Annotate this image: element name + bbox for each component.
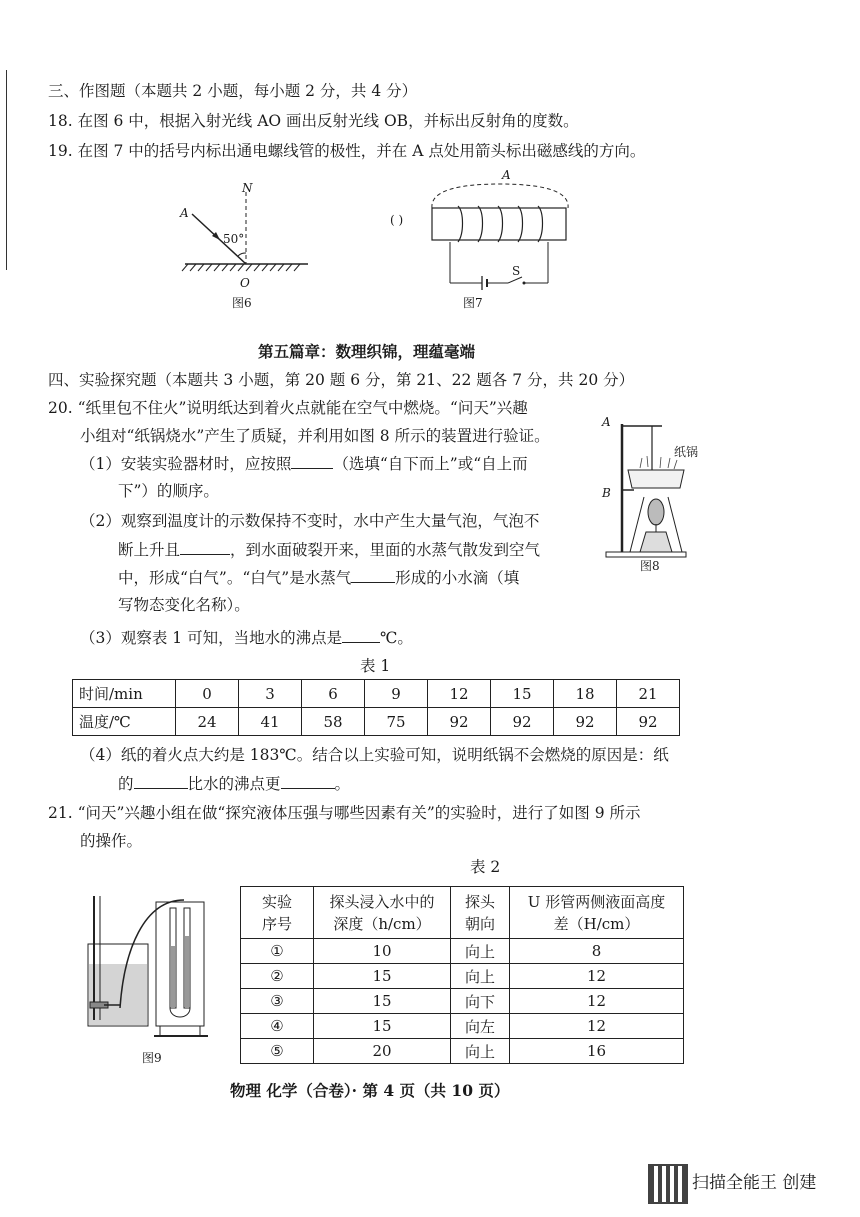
table2-cell: 15 — [314, 989, 451, 1014]
table-row — [241, 1014, 684, 1039]
fig8-label-a: A — [602, 415, 611, 429]
table2-cell: ② — [241, 964, 314, 989]
table1-row-time — [73, 680, 680, 708]
chapter5-title: 第五篇章：数理织锦，理蕴毫端 — [258, 342, 476, 361]
table2-cell: 15 — [314, 964, 451, 989]
q20-blank-2[interactable] — [180, 538, 230, 555]
q20-part2-line2 — [118, 538, 540, 561]
q20-p1c: 下”）的顺序。 — [118, 482, 219, 500]
fig6-caption: 图6 — [232, 296, 252, 310]
q20-p3a: （3）观察表 1 可知，当地水的沸点是 — [80, 629, 343, 647]
table2-cell: 向上 — [451, 964, 510, 989]
table1-cell: 21 — [617, 680, 680, 708]
table2-cell: 向下 — [451, 989, 510, 1014]
q20-blank-1[interactable] — [291, 452, 333, 469]
q20-blank-6[interactable] — [281, 772, 335, 789]
question-19: 19. 在图 7 中的括号内标出通电螺线管的极性，并在 A 点处用箭头标出磁感线的方向。 — [48, 142, 646, 160]
table1-cell: 92 — [491, 708, 554, 736]
table1-cell: 6 — [302, 680, 365, 708]
q20-p4c: 比水的沸点更 — [187, 775, 281, 793]
table2-header: U 形管两侧液面高度 差（H/cm） — [510, 887, 684, 939]
q20-part4-line2 — [118, 772, 350, 795]
q20-part1-line1 — [80, 452, 528, 475]
q20-p2c: ，到水面破裂开来，里面的水蒸气散发到空气 — [230, 541, 541, 559]
table1-cell: 3 — [239, 680, 302, 708]
table2-cell: 12 — [510, 964, 684, 989]
fig7-label-a: A — [502, 168, 511, 182]
table1-row-temp — [73, 708, 680, 736]
table2 — [240, 886, 684, 1064]
fig7-switch-label: S — [512, 264, 521, 278]
table2-cell: ④ — [241, 1014, 314, 1039]
q20-blank-3[interactable] — [351, 566, 395, 583]
table1-title: 表 1 — [360, 657, 391, 675]
fig6-label-o: O — [240, 276, 250, 290]
table2-cell: ① — [241, 939, 314, 964]
table2-header: 探头浸入水中的 深度（h/cm） — [314, 887, 451, 939]
q20-part2-line3 — [118, 566, 519, 589]
q20-part3 — [80, 626, 413, 649]
binding-margin-line — [6, 70, 7, 270]
fig8-label-b: B — [602, 486, 611, 500]
q20-line1: 20. “纸里包不住火”说明纸达到着火点就能在空气中燃烧。“问天”兴趣 — [48, 399, 528, 417]
table1-cell: 9 — [365, 680, 428, 708]
fig6-label-n: N — [242, 181, 253, 195]
table1-cell: 92 — [554, 708, 617, 736]
fig6-angle-label: 50° — [223, 232, 245, 246]
fig8-caption: 图8 — [640, 559, 660, 573]
table2-cell: ③ — [241, 989, 314, 1014]
section3-heading: 三、作图题（本题共 2 小题，每小题 2 分，共 4 分） — [48, 82, 418, 100]
q20-blank-4[interactable] — [342, 626, 380, 643]
table2-cell: 10 — [314, 939, 451, 964]
table2-cell: 12 — [510, 1014, 684, 1039]
table2-header: 探头 朝向 — [451, 887, 510, 939]
table2-cell: 20 — [314, 1039, 451, 1064]
q20-blank-5[interactable] — [134, 772, 188, 789]
table2-cell: 15 — [314, 1014, 451, 1039]
qr-code-icon — [648, 1164, 688, 1204]
table2-cell: 向上 — [451, 939, 510, 964]
table1-cell: 75 — [365, 708, 428, 736]
q20-p2b: 断上升且 — [118, 541, 181, 559]
table-row — [241, 989, 684, 1014]
section4-heading: 四、实验探究题（本题共 3 小题，第 20 题 6 分，第 21、22 题各 7 分，共 20 分） — [48, 371, 635, 389]
fig8-pot-label: 纸锅 — [674, 445, 699, 459]
question-18: 18. 在图 6 中，根据入射光线 AO 画出反射光线 OB，并标出反射角的度数。 — [48, 112, 579, 130]
table1-cell: 92 — [617, 708, 680, 736]
table2-header-row — [241, 887, 684, 939]
q20-p4b: 的 — [118, 775, 134, 793]
table1-cell: 18 — [554, 680, 617, 708]
table2-cell: 16 — [510, 1039, 684, 1064]
table-row — [241, 939, 684, 964]
table1-row2-header: 温度/℃ — [73, 708, 176, 736]
table2-cell: 8 — [510, 939, 684, 964]
figure-7-diagram — [420, 168, 580, 293]
page-footer: 物理 化学（合卷）· 第 4 页（共 10 页） — [230, 1081, 510, 1100]
table-row — [241, 1039, 684, 1064]
q20-p4d: 。 — [334, 775, 351, 793]
table1-cell: 12 — [428, 680, 491, 708]
table2-cell: ⑤ — [241, 1039, 314, 1064]
q20-p2d: 中，形成“白气”。“白气”是水蒸气 — [118, 569, 352, 587]
table1-cell: 92 — [428, 708, 491, 736]
table-row — [241, 964, 684, 989]
fig7-pole-bracket[interactable]: ( ) — [390, 213, 404, 227]
figure-9-apparatus — [84, 890, 224, 1040]
fig9-caption: 图9 — [142, 1051, 162, 1065]
table2-cell: 向上 — [451, 1039, 510, 1064]
q20-p1b: （选填“自下而上”或“自上而 — [333, 455, 528, 473]
table1-cell: 24 — [176, 708, 239, 736]
q20-p3b: ℃。 — [380, 629, 413, 647]
q20-p2a: （2）观察到温度计的示数保持不变时，水中产生大量气泡，气泡不 — [80, 512, 540, 530]
q20-p2f: 写物态变化名称）。 — [118, 596, 250, 614]
fig7-caption: 图7 — [463, 296, 483, 310]
table2-cell: 向左 — [451, 1014, 510, 1039]
table2-title: 表 2 — [470, 858, 501, 876]
figure-8-apparatus — [600, 412, 710, 562]
q20-p4a: （4）纸的着火点大约是 183℃。结合以上实验可知，说明纸锅不会燃烧的原因是：纸 — [80, 746, 669, 764]
table1-row1-header: 时间/min — [73, 680, 176, 708]
watermark-text: 扫描全能王 创建 — [692, 1173, 817, 1193]
table1-cell: 15 — [491, 680, 554, 708]
q20-p1a: （1）安装实验器材时，应按照 — [80, 455, 292, 473]
fig6-label-a: A — [180, 206, 189, 220]
q21-line1: 21. “问天”兴趣小组在做“探究液体压强与哪些因素有关”的实验时，进行了如图 9 所示 — [48, 804, 641, 822]
table1-cell: 58 — [302, 708, 365, 736]
table1 — [72, 679, 680, 736]
table2-header: 实验 序号 — [241, 887, 314, 939]
table2-cell: 12 — [510, 989, 684, 1014]
table1-cell: 41 — [239, 708, 302, 736]
q20-line2: 小组对“纸锅烧水”产生了质疑，并利用如图 8 所示的装置进行验证。 — [80, 427, 550, 445]
q21-line2: 的操作。 — [80, 832, 143, 850]
q20-p2e: 形成的小水滴（填 — [395, 569, 520, 587]
table1-cell: 0 — [176, 680, 239, 708]
